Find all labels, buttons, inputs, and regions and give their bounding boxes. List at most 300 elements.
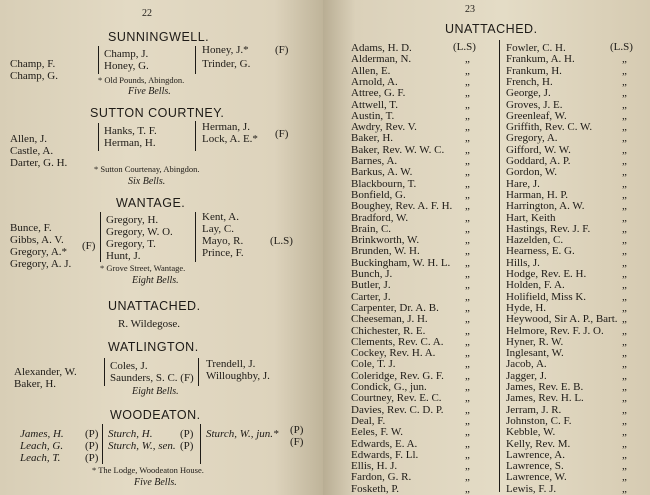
ditto-mark: „: [465, 279, 470, 292]
bells-count: Five Bells.: [128, 86, 171, 97]
ringer-row: [351, 110, 497, 122]
ringer-row: [351, 279, 497, 291]
ringer: Gibbs, A. V.: [10, 234, 64, 246]
ringer-row: [351, 76, 497, 88]
ditto-mark: „: [622, 53, 627, 66]
ditto-mark: „: [622, 482, 627, 495]
ditto-mark: „: [622, 222, 627, 235]
ditto-mark: „: [465, 358, 470, 371]
ringer-name: Fardon, G. R.: [351, 471, 412, 484]
ringer-row: [351, 291, 497, 303]
membership-mark: (P): [85, 440, 99, 452]
ditto-mark: „: [465, 200, 470, 213]
ringer-row: [506, 449, 646, 461]
ringer: Champ, G.: [10, 70, 58, 82]
ringer-name: Harman, H. P.: [506, 188, 569, 201]
membership-mark: (F): [82, 240, 96, 252]
ringer-name: Lawrence, A.: [506, 448, 565, 461]
section-title-watlington: WATLINGTON.: [108, 340, 199, 354]
ringer-name: Alderman, N.: [351, 53, 412, 66]
ringer-row: [506, 245, 646, 257]
ringer-row: [351, 99, 497, 111]
ditto-mark: „: [622, 347, 627, 360]
ditto-mark: „: [622, 369, 627, 382]
ringer-row: [506, 178, 646, 190]
ringer: Hanks, T. F.: [104, 125, 157, 137]
ditto-mark: „: [465, 143, 470, 156]
ringer-row: [506, 65, 646, 77]
ringer-name: Hazelden, C.: [506, 234, 564, 247]
ringer-row: [506, 325, 646, 337]
ringer-name: Hearness, E. G.: [506, 245, 575, 258]
ringer: Gregory, A. J.: [10, 258, 72, 270]
ringer-row: [506, 347, 646, 359]
ringer-row: [506, 313, 646, 325]
section-title-unattached: UNATTACHED.: [445, 22, 538, 36]
ringer-row: [351, 65, 497, 77]
ringer-name: Edwards, F. Ll.: [351, 448, 419, 461]
ringer: Trinder, G.: [202, 58, 251, 70]
ringer-row: [506, 370, 646, 382]
ringer-name: Gifford, W. W.: [506, 143, 571, 156]
ditto-mark: „: [622, 268, 627, 280]
ringer-name: Frankum, H.: [506, 64, 562, 77]
footnote: * Sutton Courtenay, Abingdon.: [94, 164, 200, 174]
ringer-name: Lewis, F. J.: [506, 482, 557, 495]
ditto-mark: „: [622, 426, 627, 439]
ringer: Honey, G.: [104, 60, 149, 72]
ringer-name: Hart, Keith: [506, 211, 556, 224]
ringer-row: [506, 268, 646, 280]
ringer-row: [506, 234, 646, 246]
ringer-row: [351, 268, 497, 280]
ringer-name: Bunch, J.: [351, 268, 393, 280]
ringer-name: Fowler, C. H.: [506, 42, 566, 54]
ringer-name: Baker, Rev. W. W. C.: [351, 143, 445, 156]
ringer-name: Lawrence, W.: [506, 471, 567, 484]
ringer-name: Brain, C.: [351, 222, 392, 235]
footnote: * Old Pounds, Abingdon.: [98, 75, 185, 85]
ditto-mark: „: [622, 437, 627, 450]
ditto-mark: „: [465, 268, 470, 280]
ringer-name: Deal, F.: [351, 414, 386, 427]
ringer-name: Allen, E.: [351, 64, 391, 77]
ringer-name: Hare, J.: [506, 177, 540, 190]
ringer-name: Buckingham, W. H. L.: [351, 256, 451, 269]
membership-mark: (L.S): [610, 41, 633, 53]
ditto-mark: „: [622, 335, 627, 348]
ditto-mark: „: [465, 335, 470, 348]
ringer: Lay, C.: [202, 223, 234, 235]
ditto-mark: „: [465, 64, 470, 77]
ringer-name: Hills, J.: [506, 256, 540, 269]
ringer-row: [506, 144, 646, 156]
right-page: [323, 0, 650, 495]
ringer: Lock, A. E.*: [202, 133, 258, 145]
ditto-mark: „: [622, 177, 627, 190]
ringer-name: Awdry, Rev. V.: [351, 121, 417, 134]
bells-count: Six Bells.: [128, 176, 166, 187]
ringer-row: [506, 471, 646, 483]
membership-mark: (P): [85, 452, 99, 464]
ditto-mark: „: [465, 53, 470, 66]
ringer-name: Kebble, W.: [506, 426, 556, 439]
ditto-mark: „: [465, 313, 470, 326]
ringer-name: Bonfield, G.: [351, 188, 406, 201]
ringer-row: [506, 121, 646, 133]
ditto-mark: „: [622, 471, 627, 484]
ditto-mark: „: [622, 109, 627, 122]
ringer-name: Eeles, F. W.: [351, 426, 403, 439]
ringer-name: Griffith, Rev. C. W.: [506, 121, 593, 134]
ringer-row: [351, 132, 497, 144]
ditto-mark: „: [465, 414, 470, 427]
ditto-mark: „: [465, 290, 470, 303]
ringer-row: [351, 166, 497, 178]
ditto-mark: „: [465, 109, 470, 122]
ringer-row: [351, 189, 497, 201]
ditto-mark: „: [465, 188, 470, 201]
ditto-mark: „: [465, 87, 470, 100]
ringer: Willoughby, J.: [206, 370, 270, 382]
ringer: Mayo, R.: [202, 235, 244, 247]
ditto-mark: „: [465, 460, 470, 473]
ditto-mark: „: [622, 414, 627, 427]
ringer-name: Barnes, A.: [351, 155, 398, 167]
ditto-mark: „: [622, 245, 627, 258]
ditto-mark: „: [465, 121, 470, 134]
ringer: R. Wildegose.: [118, 318, 180, 330]
ringer-row: [506, 166, 646, 178]
ringer: Sturch, H.: [108, 428, 153, 440]
ditto-mark: „: [622, 392, 627, 405]
column-divider: [195, 46, 196, 74]
column-divider: [195, 212, 196, 262]
ditto-mark: „: [622, 98, 627, 111]
ditto-mark: „: [465, 471, 470, 484]
ringer-name: Kelly, Rev. M.: [506, 437, 571, 450]
column-divider: [104, 358, 105, 386]
ringer-row: [506, 438, 646, 450]
ringer: Sturch, W., sen.: [108, 440, 176, 452]
ringer: Champ, F.: [10, 58, 56, 70]
ringer-name: Heywood, Sir A. P., Bart.: [506, 313, 618, 326]
ringer-name: Jacob, A.: [506, 358, 547, 371]
column-divider: [98, 46, 99, 74]
ringer-name: Jerram, J. R.: [506, 403, 562, 416]
ringer: Baker, H.: [14, 378, 57, 390]
bells-count: Eight Bells.: [132, 275, 179, 286]
ringer-name: Condick, G., jun.: [351, 381, 427, 393]
ringer-name: Hodge, Rev. E. H.: [506, 268, 587, 280]
ditto-mark: „: [465, 347, 470, 360]
ringer: Herman, J.: [202, 121, 250, 133]
page-number: 23: [465, 4, 475, 15]
ditto-mark: „: [622, 166, 627, 179]
ditto-mark: „: [465, 155, 470, 167]
ringer-name: George, J.: [506, 87, 551, 100]
ditto-mark: „: [465, 222, 470, 235]
membership-mark: (F): [275, 44, 289, 56]
ditto-mark: „: [622, 358, 627, 371]
membership-mark: (P): [180, 428, 194, 440]
ringer-row: [506, 110, 646, 122]
ringer-row: [351, 449, 497, 461]
ringer-name: Carter, J.: [351, 290, 391, 303]
ringer: Gregory, A.*: [10, 246, 68, 258]
ringer-name: Courtney, Rev. E. C.: [351, 392, 442, 405]
ditto-mark: „: [622, 155, 627, 167]
column-divider: [102, 424, 103, 464]
ringer-row: [506, 42, 646, 54]
ringer-row: [506, 279, 646, 291]
membership-mark: (L.S): [270, 235, 293, 247]
ditto-mark: „: [622, 234, 627, 247]
ringer-name: Lawrence, S.: [506, 460, 564, 473]
ringer-row: [351, 426, 497, 438]
ditto-mark: „: [465, 403, 470, 416]
ringer-name: Gregory, A.: [506, 132, 558, 145]
ditto-mark: „: [622, 188, 627, 201]
ringer-row: [351, 257, 497, 269]
ringer: James, H.: [20, 428, 64, 440]
section-title-woodeaton: WOODEATON.: [110, 408, 201, 422]
ringer-name: Goddard, A. P.: [506, 155, 571, 167]
page-number: 22: [142, 8, 152, 19]
ringer-row: [351, 223, 497, 235]
ditto-mark: „: [622, 256, 627, 269]
ringer-row: [351, 302, 497, 314]
ringer-name: James, Rev. H. L.: [506, 392, 584, 405]
ringer: Gregory, T.: [106, 238, 156, 250]
ringer-row: [351, 212, 497, 224]
ringer-row: [351, 471, 497, 483]
ringer-name: Hyner, R. W.: [506, 335, 564, 348]
ringer: Gregory, H.: [106, 214, 159, 226]
ringer-name: Chichester, R. E.: [351, 324, 426, 337]
ditto-mark: „: [622, 301, 627, 314]
ditto-mark: „: [465, 448, 470, 461]
ringer-row: [506, 87, 646, 99]
ringer-row: [506, 404, 646, 416]
ringer-row: [351, 347, 497, 359]
ditto-mark: „: [465, 211, 470, 224]
ringer-name: Arnold, A.: [351, 75, 398, 88]
ditto-mark: „: [465, 166, 470, 179]
ditto-mark: „: [622, 290, 627, 303]
ringer-row: [351, 155, 497, 167]
ringer-row: [506, 76, 646, 88]
ringer-row: [351, 460, 497, 472]
ditto-mark: „: [465, 132, 470, 145]
ringer: Sturch, W., jun.*: [206, 428, 279, 440]
ringer-name: French, H.: [506, 75, 553, 88]
ditto-mark: „: [622, 211, 627, 224]
ringer-name: Clements, Rev. C. A.: [351, 335, 444, 348]
ringer-row: [506, 132, 646, 144]
ringer-name: Harrington, A. W.: [506, 200, 585, 213]
ringer-name: Gordon, W.: [506, 166, 558, 179]
ringer: Leach, T.: [20, 452, 61, 464]
column-divider: [499, 40, 500, 492]
column-divider: [195, 121, 196, 151]
ringer-name: Helmore, Rev. F. J. O.: [506, 324, 604, 337]
ringer-name: Johnston, C. F.: [506, 414, 572, 427]
ringer-row: [351, 438, 497, 450]
section-title-sunningwell: SUNNINGWELL.: [108, 30, 210, 44]
footnote: * Grove Street, Wantage.: [100, 263, 186, 273]
membership-mark: (P): [180, 440, 194, 452]
ringer-name: Edwards, E. A.: [351, 437, 418, 450]
ringer-name: Bradford, W.: [351, 211, 409, 224]
left-page: [0, 0, 323, 495]
ringer-row: [351, 336, 497, 348]
ditto-mark: „: [622, 143, 627, 156]
ditto-mark: „: [622, 200, 627, 213]
ringer-row: [351, 42, 497, 54]
ringer: Darter, G. H.: [10, 157, 68, 169]
ringer-name: Davies, Rev. C. D. P.: [351, 403, 444, 416]
ringer-row: [506, 200, 646, 212]
ditto-mark: „: [465, 324, 470, 337]
membership-mark: (L.S): [453, 41, 476, 53]
ditto-mark: „: [465, 301, 470, 314]
ringer-name: Cole, T. J.: [351, 358, 396, 371]
ringer-row: [506, 358, 646, 370]
ringer-name: Groves, J. E.: [506, 98, 563, 111]
ringer-name: Brunden, W. H.: [351, 245, 420, 258]
ringer: Castle, A.: [10, 145, 54, 157]
ringer-row: [351, 144, 497, 156]
ringer: Allen, J.: [10, 133, 47, 145]
membership-mark: (P): [85, 428, 99, 440]
ringer-row: [351, 53, 497, 65]
ringer-row: [506, 302, 646, 314]
ringer-name: Inglesant, W.: [506, 347, 564, 360]
section-title-unattached: UNATTACHED.: [108, 299, 201, 313]
ringer-row: [351, 121, 497, 133]
ringer-row: [351, 245, 497, 257]
ringer: Herman, H.: [104, 137, 156, 149]
membership-mark: (F): [275, 128, 289, 140]
ringer-name: James, Rev. E. B.: [506, 381, 584, 393]
bells-count: Eight Bells.: [132, 386, 179, 397]
ringer: Gregory, W. O.: [106, 226, 173, 238]
ditto-mark: „: [465, 75, 470, 88]
ringer-row: [351, 178, 497, 190]
ringer: Coles, J.: [110, 360, 148, 372]
ringer-name: Ellis, H. J.: [351, 460, 398, 473]
ringer-name: Hastings, Rev. J. F.: [506, 222, 591, 235]
ditto-mark: „: [622, 460, 627, 473]
ringer: Saunders, S. C. (F): [110, 372, 194, 384]
section-title-sutton-courtney: SUTTON COURTNEY.: [90, 106, 225, 120]
ringer-row: [351, 313, 497, 325]
ringer: Alexander, W.: [14, 366, 77, 378]
ditto-mark: „: [622, 324, 627, 337]
ringer-name: Fosketh, P.: [351, 482, 399, 495]
ringer-row: [351, 358, 497, 370]
ditto-mark: „: [465, 245, 470, 258]
ditto-mark: „: [465, 426, 470, 439]
ringer-row: [506, 99, 646, 111]
section-title-wantage: WANTAGE.: [116, 196, 186, 210]
ditto-mark: „: [622, 313, 627, 326]
column-divider: [200, 424, 201, 464]
membership-mark: (P): [290, 424, 304, 436]
ditto-mark: „: [622, 279, 627, 292]
ringer: Honey, J.*: [202, 44, 249, 56]
ringer-name: Boughey, Rev. A. F. H.: [351, 200, 453, 213]
ditto-mark: „: [465, 437, 470, 450]
ringer-row: [506, 212, 646, 224]
ringer-row: [506, 189, 646, 201]
ringer-row: [351, 392, 497, 404]
bells-count: Five Bells.: [134, 477, 177, 488]
column-divider: [98, 123, 99, 151]
ringer-row: [506, 392, 646, 404]
ditto-mark: „: [465, 177, 470, 190]
ringer: Champ, J.: [104, 48, 149, 60]
ringer-row: [506, 426, 646, 438]
ringer-name: Blackbourn, T.: [351, 177, 417, 190]
ringer-name: Brinkworth, W.: [351, 234, 420, 247]
ringer-name: Attree, G. F.: [351, 87, 406, 100]
column-divider: [198, 358, 199, 386]
ringer-name: Barkus, A. W.: [351, 166, 413, 179]
ringer-name: Austin, T.: [351, 109, 395, 122]
column-divider: [100, 212, 101, 262]
ringer-name: Attwell, T.: [351, 98, 398, 111]
ringer-name: Frankum, A. H.: [506, 53, 575, 66]
ringer-row: [351, 404, 497, 416]
ditto-mark: „: [622, 75, 627, 88]
ditto-mark: „: [622, 132, 627, 145]
ditto-mark: „: [465, 98, 470, 111]
footnote: * The Lodge, Woodeaton House.: [92, 465, 204, 475]
ringer-row: [506, 483, 646, 495]
ditto-mark: „: [622, 64, 627, 77]
ringer-name: Cockey, Rev. H. A.: [351, 347, 436, 360]
ringer-name: Cheeseman, J. H.: [351, 313, 428, 326]
ringer-row: [506, 381, 646, 393]
ditto-mark: „: [465, 369, 470, 382]
ringer-name: Butler, J.: [351, 279, 391, 292]
ringer-row: [351, 234, 497, 246]
ringer: Bunce, F.: [10, 222, 52, 234]
ringer-name: Jagger, J.: [506, 369, 547, 382]
ringer-name: Hyde, H.: [506, 301, 547, 314]
ditto-mark: „: [622, 87, 627, 100]
ringer-row: [506, 291, 646, 303]
ringer-row: [506, 460, 646, 472]
ditto-mark: „: [465, 392, 470, 405]
ringer-row: [351, 325, 497, 337]
ditto-mark: „: [465, 256, 470, 269]
ringer-row: [506, 415, 646, 427]
ringer-name: Holden, F. A.: [506, 279, 565, 292]
ringer-row: [506, 53, 646, 65]
ditto-mark: „: [622, 403, 627, 416]
ringer-name: Holifield, Miss K.: [506, 290, 587, 303]
ringer-name: Baker, H.: [351, 132, 394, 145]
ringer: Prince, F.: [202, 247, 244, 259]
ditto-mark: „: [465, 381, 470, 393]
ringer: Trendell, J.: [206, 358, 256, 370]
ringer-row: [506, 336, 646, 348]
ringer-name: Carpenter, Dr. A. B.: [351, 301, 439, 314]
ringer-row: [351, 483, 497, 495]
